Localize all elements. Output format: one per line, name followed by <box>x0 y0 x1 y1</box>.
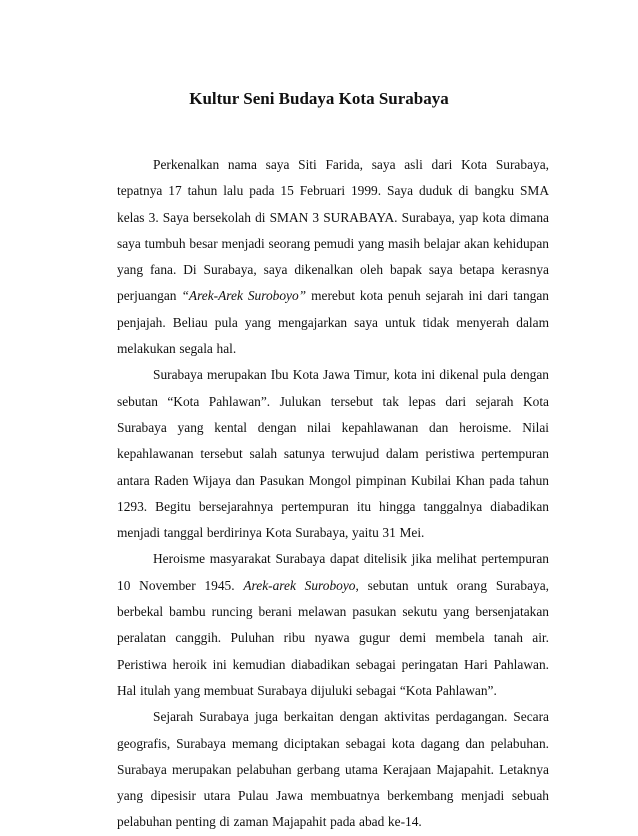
paragraph-kota-pahlawan <box>117 362 549 546</box>
paragraph-text: Sejarah Surabaya juga berkaitan dengan aktivitas perdagangan. Secara geografis, Surabaya memang diciptakan sebagai kota dagang dan pelabuhan. Surabaya merupakan pelabuhan gerbang utama Kerajaan Majapahit. Letaknya yang dipesisir utara Pulau Jawa membuatnya berkembang menjadi sebuah pelabuhan penting di zaman Majapahit pada abad ke-14. <box>117 709 549 830</box>
paragraph-text: Heroisme masyarakat Surabaya dapat ditelisik jika melihat pertempuran 10 November 1945. <box>117 551 549 593</box>
document-title: Kultur Seni Budaya Kota Surabaya <box>189 89 449 108</box>
paragraph-text: Perkenalkan nama saya Siti Farida, saya asli dari Kota Surabaya, tepatnya 17 tahun lalu pada 15 Februari 1999. Saya duduk di bangku SMA kelas 3. Saya bersekolah di SMAN 3 SURABAYA. Surabaya, yap kota dimana saya tumbuh besar menjadi seorang pemudi yang masih belajar akan kehidupan yang fana. Di Surabaya, saya dikenalkan oleh bapak saya betapa kerasnya perjuangan <box>117 157 549 304</box>
paragraph-text: , sebutan untuk orang Surabaya, berbekal bambu runcing berani melawan pasukan sekutu yang bersenjatakan peralatan canggih. Puluhan ribu nyawa gugur demi membela tanah air. Peristiwa heroik ini kemudian diabadikan sebagai peringatan Hari Pahlawan. Hal itulah yang membuat Surabaya dijuluki sebagai “Kota Pahlawan”. <box>117 577 549 698</box>
paragraph-heroisme <box>117 546 549 704</box>
paragraph-intro <box>117 152 549 362</box>
document-body <box>117 152 549 836</box>
paragraph-italic-text: “Arek-Arek Suroboyo” <box>181 288 307 304</box>
paragraph-text: Surabaya merupakan Ibu Kota Jawa Timur, kota ini dikenal pula dengan sebutan “Kota Pahlawan”. Julukan tersebut tak lepas dari sejarah Kota Surabaya yang kental dengan nilai kepahlawanan dan heroisme. Nilai kepahlawanan tersebut salah satunya terwujud dalam peristiwa pertempuran antara Raden Wijaya dan Pasukan Mongol pimpinan Kubilai Khan pada tahun 1293. Begitu bersejarahnya pertempuran itu hingga tanggalnya diabadikan menjadi tanggal berdirinya Kota Surabaya, yaitu 31 Mei. <box>117 367 549 541</box>
paragraph-italic-text: Arek-arek Suroboyo <box>243 577 356 593</box>
paragraph-perdagangan <box>117 704 549 835</box>
paragraph-text: merebut kota penuh sejarah ini dari tangan penjajah. Beliau pula yang mengajarkan saya untuk tidak menyerah dalam melakukan segala hal. <box>117 288 549 357</box>
